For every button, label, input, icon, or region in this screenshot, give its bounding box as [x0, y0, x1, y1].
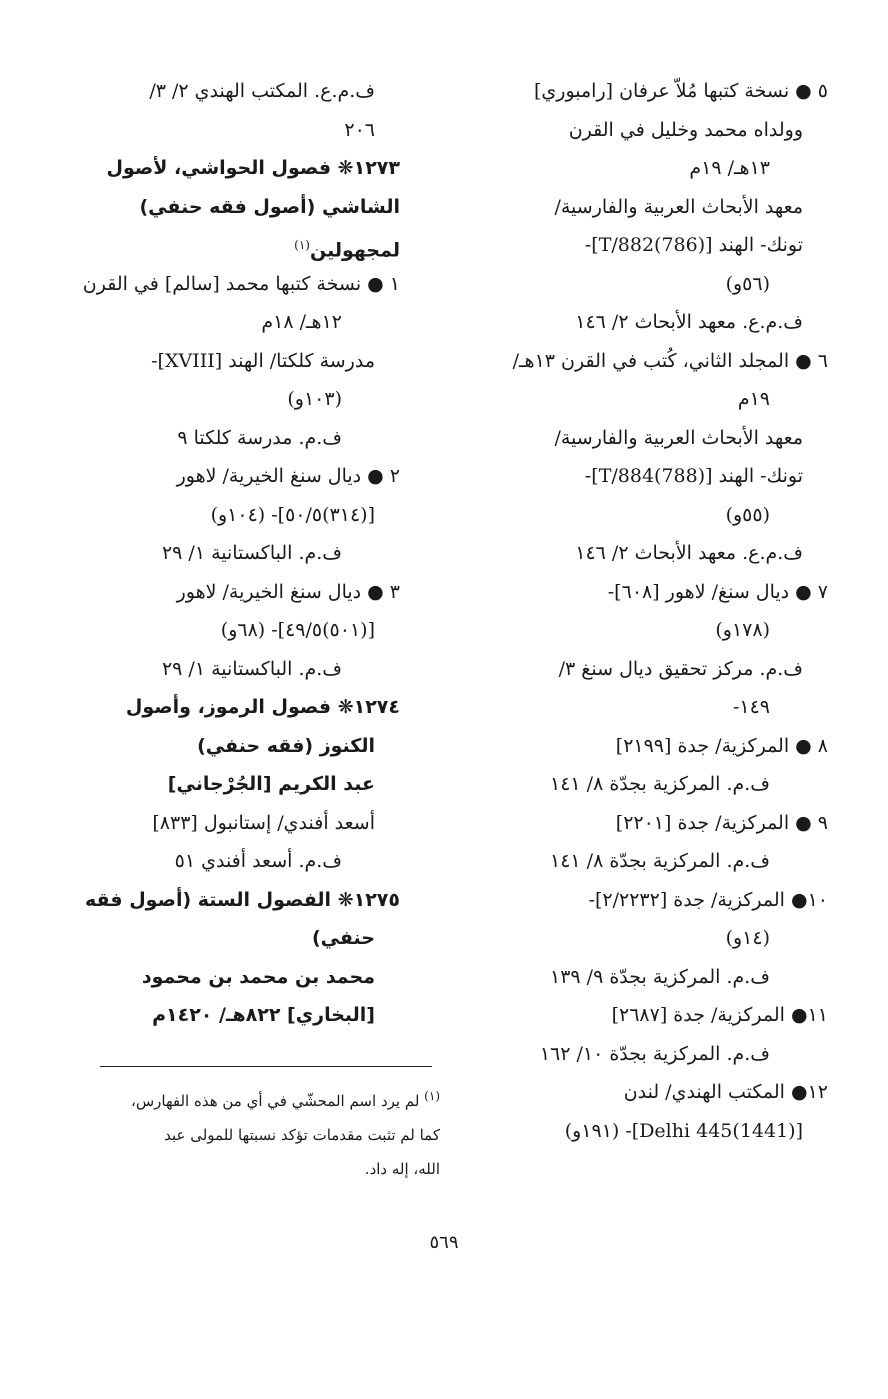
page-number: ٥٦٩: [429, 1232, 459, 1253]
text-line: [100, 727, 400, 766]
text-line: [100, 72, 400, 111]
text-line: [100, 958, 400, 997]
entry-text: وولداه محمد وخليل في القرن: [568, 118, 803, 141]
text-line: [478, 419, 828, 458]
entry-heading: محمد بن محمد بن محمود: [141, 965, 375, 988]
entry-text: ٨ ● المركزية/ جدة [٢١٩٩]: [615, 734, 828, 757]
text-line: [478, 457, 828, 496]
entry-text: مدرسة كلكتا/ الهند [XVIII]-: [151, 349, 375, 372]
text-line: [478, 496, 828, 535]
entry-text: [(1441)Delhi 445]- (١٩١و): [564, 1119, 803, 1142]
entry-text: ف.م. المركزية بجدّة ٨/ ١٤١: [550, 773, 770, 795]
entry-text: ٦ ● المجلد الثاني، كُتب في القرن ١٣هـ/: [512, 349, 828, 372]
entry-text: [(٥٠١)٤٩/٥]- (٦٨و): [220, 619, 375, 641]
text-line: [84, 881, 400, 920]
text-line: [100, 765, 400, 804]
text-line: [478, 688, 828, 727]
footnote-reference: (١): [294, 238, 310, 252]
right-column: [478, 72, 828, 1150]
entry-text: (٥٥و): [725, 503, 770, 526]
entry-text: ف.م. الباكستانية ١/ ٢٩: [161, 542, 342, 564]
text-line: [478, 1112, 828, 1151]
text-line: [478, 727, 828, 766]
text-line: [100, 842, 400, 881]
entry-text: ٢ ● ديال سنغ الخيرية/ لاهور: [176, 465, 400, 487]
entry-text: ف.م. المركزية بجدّة ٩/ ١٣٩: [550, 965, 770, 988]
footnote-line: [100, 1079, 440, 1118]
footnote-line: الله، إله داد.: [364, 1160, 440, 1178]
entry-text: أسعد أفندي/ إستانبول [٨٣٣]: [152, 811, 375, 834]
entry-text: ٣ ● ديال سنغ الخيرية/ لاهور: [176, 580, 400, 603]
entry-heading: ١٢٧٤❋ فصول الرموز، وأصول: [125, 696, 400, 718]
entry-heading: ١٢٧٥❋ الفصول الستة (أصول فقه: [84, 888, 400, 911]
footnote-marker: (١): [424, 1089, 440, 1103]
footnote: [100, 1079, 440, 1186]
entry-heading: عبد الكريم [الجُرْجاني]: [167, 773, 375, 795]
entry-heading: لمجهولين: [309, 239, 400, 262]
text-line: [100, 804, 400, 843]
text-line: [478, 573, 828, 612]
text-line: [478, 1073, 828, 1112]
entry-heading: الكنوز (فقه حنفي): [197, 734, 375, 757]
text-line: [478, 534, 828, 573]
entry-text: (١٤و): [725, 927, 770, 949]
entry-text: ف.م. مركز تحقيق ديال سنغ ٣/: [558, 657, 803, 680]
text-line: [478, 72, 828, 111]
text-line: [478, 188, 828, 227]
entry-text: ١٢هـ/ ١٨م: [261, 311, 342, 333]
text-line: [478, 765, 828, 804]
footnote-divider: [100, 1066, 432, 1067]
text-line: [100, 611, 400, 650]
text-line: [100, 496, 400, 535]
entry-heading: الشاشي (أصول فقه حنفي): [139, 195, 400, 218]
text-line: [478, 804, 828, 843]
entry-text: ٥ ● نسخة كتبها مُلاّ عرفان [رامبوري]: [534, 80, 828, 102]
text-line: [100, 919, 400, 958]
entry-text: ١٤٩-: [732, 696, 770, 718]
text-line: [478, 265, 828, 304]
entry-text: [(٣١٤)٥٠/٥]- (١٠٤و): [210, 503, 375, 526]
entry-heading: حنفي): [311, 927, 375, 949]
entry-text: ف.م.ع. معهد الأبحاث ٢/ ١٤٦: [575, 311, 803, 333]
entry-heading: [البخاري] ٨٢٢هـ/ ١٤٢٠م: [152, 1004, 375, 1026]
text-line: [478, 380, 828, 419]
text-line: [100, 342, 400, 381]
entry-text: ٧ ● ديال سنغ/ لاهور [٦٠٨]-: [607, 580, 828, 603]
text-line: [478, 881, 828, 920]
entry-heading: ١٢٧٣❋ فصول الحواشي، لأصول: [106, 157, 400, 179]
entry-text: ١٢● المكتب الهندي/ لندن: [623, 1081, 828, 1103]
entry-text: ١٣هـ/ ١٩م: [689, 157, 770, 179]
entry-text: معهد الأبحاث العربية والفارسية/: [554, 426, 803, 449]
entry-text: ف.م.ع. معهد الأبحاث ٢/ ١٤٦: [575, 542, 803, 564]
entry-text: تونك- الهند [(788)T/884]-: [584, 465, 803, 487]
entry-text: ف.م. المركزية بجدّة ١٠/ ١٦٢: [539, 1042, 770, 1065]
text-line: [100, 380, 400, 419]
entry-text: ف.م. أسعد أفندي ٥١: [174, 850, 342, 872]
text-line: [100, 457, 400, 496]
left-column: [82, 72, 400, 1035]
text-line: [478, 958, 828, 997]
entry-text: ١٠● المركزية/ جدة [٢/٢٢٣٢]-: [588, 888, 828, 911]
entry-text: (١٠٣و): [287, 388, 342, 410]
text-line: [100, 688, 400, 727]
text-line: [82, 265, 400, 304]
entry-text: (٥٦و): [725, 272, 770, 295]
text-line: [100, 419, 400, 458]
entry-text: ١ ● نسخة كتبها محمد [سالم] في القرن: [82, 272, 400, 295]
entry-text: ٢٠٦: [344, 118, 375, 141]
text-line: [478, 1035, 828, 1074]
entry-text: ٩ ● المركزية/ جدة [٢٢٠١]: [615, 811, 828, 834]
footnote-text: لم يرد اسم المحشّي في أي من هذه الفهارس،: [130, 1092, 420, 1110]
text-line: [478, 611, 828, 650]
text-line: [478, 342, 828, 381]
text-line: [478, 303, 828, 342]
text-line: [100, 534, 400, 573]
text-line: [478, 650, 828, 689]
text-line: [100, 188, 400, 227]
text-line: [100, 303, 400, 342]
text-line: [100, 996, 400, 1035]
text-line: [478, 226, 828, 265]
text-line: [100, 149, 400, 188]
text-line: [100, 573, 400, 612]
text-line: [478, 111, 828, 150]
entry-text: ف.م. مدرسة كلكتا ٩: [177, 426, 342, 449]
text-line: [100, 650, 400, 689]
entry-text: ف.م. الباكستانية ١/ ٢٩: [161, 657, 342, 680]
text-line: [478, 842, 828, 881]
text-line: [478, 996, 828, 1035]
text-line: [100, 111, 400, 150]
entry-text: ١٩م: [737, 388, 770, 410]
entry-text: تونك- الهند [(786)T/882]-: [584, 234, 803, 256]
entry-text: (١٧٨و): [715, 619, 770, 641]
text-line: [478, 919, 828, 958]
footnote-line: كما لم تثبت مقدمات تؤكد نسبتها للمولى عبد: [164, 1126, 440, 1144]
entry-text: ف.م. المركزية بجدّة ٨/ ١٤١: [550, 850, 770, 872]
entry-text: معهد الأبحاث العربية والفارسية/: [554, 195, 803, 218]
text-line: [478, 149, 828, 188]
text-line: [100, 226, 400, 265]
entry-text: ١١● المركزية/ جدة [٢٦٨٧]: [611, 1004, 828, 1026]
entry-text: ف.م.ع. المكتب الهندي ٢/ ٣/: [149, 80, 375, 102]
